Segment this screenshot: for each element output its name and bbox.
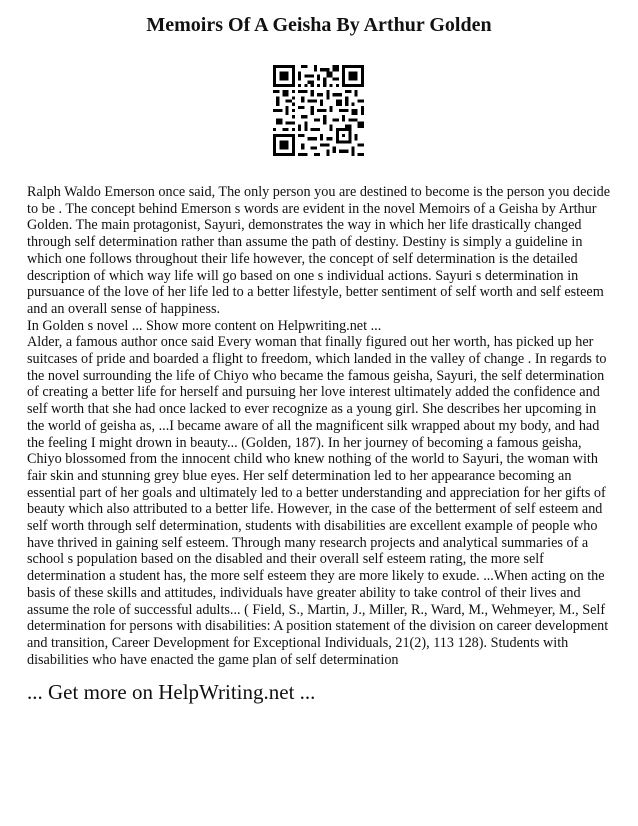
paragraph-main: Alder, a famous author once said Every woman that finally figured out her worth, has picked up her suitcases of pride and boarded a flight to freedom, which landed in the valley of change . In regards to the novel surrounding the life of Chiyo who became the famous geisha, Sayuri, the self determination of creating a better life for herself and pursuing her love interest ultimately added the confidence and self worth that she had once lacked to ever recognize as a young girl. She describes her upcoming in the world of geisha as, ...I became aware of all the magnificent silk wrapped about my body, and had the feeling I might drown in beauty... (Golden, 187). In her journey of becoming a famous geisha, Chiyo blossomed from the innocent child who knew nothing of the world to Sayuri, the woman with fair skin and stunning grey blue eyes. Her self determination led to her appearance becoming an essential part of her goals and ultimately led to a better understanding and appreciation for her gifts of beauty which also attributed to a better life. However, in the case of the betterment of self esteem and self worth through self determination, students with disabilities are excellent example of people who have thrived in gaining self esteem. Through many research projects and analytical summaries of a school s population based on the disabled and their overall self esteem rating, the more self determination a student has, the more self esteem they are more likely to exude. ...When acting on the basis of these skills and attitudes, individuals have greater ability to take control of their lives and assume the role of successful adults... ( Field, S., Martin, J., Miller, R., Ward, M., Wehmeyer, M., Self determination for persons with disabilities: A position statement of the division on career development and transition, Career Development for Exceptional Individuals, 21(2), 113 128). Students with disabilities who have enacted the game plan of self determination — [27, 334, 609, 668]
paragraph-intro: Ralph Waldo Emerson once said, The only person you are destined to become is the person you decide to be . The concept behind Emerson s words are evident in the novel Memoirs of a Geisha by Arthur Golden. The main protagonist, Sayuri, demonstrates the way in which her life drastically changed through self determination rather than assume the path of destiny. Destiny is simply a guideline in which one follows throughout their life however, the concept of self determination is the detailed description of which way life will go based on one s individual actions. Sayuri s determination in pursuance of the love of her life led to a better lifestyle, better sentiment of self worth and self esteem and an overall sense of happiness. — [27, 184, 611, 317]
paragraph-show-more: In Golden s novel ... Show more content on Helpwriting.net ... — [27, 317, 382, 334]
document-title: Memoirs Of A Geisha By Arthur Golden — [146, 14, 492, 36]
article-body — [27, 184, 611, 668]
qr-code-icon — [273, 65, 364, 156]
get-more-link[interactable]: ... Get more on HelpWriting.net ... — [27, 680, 316, 704]
qr-code-graphic — [273, 65, 364, 156]
